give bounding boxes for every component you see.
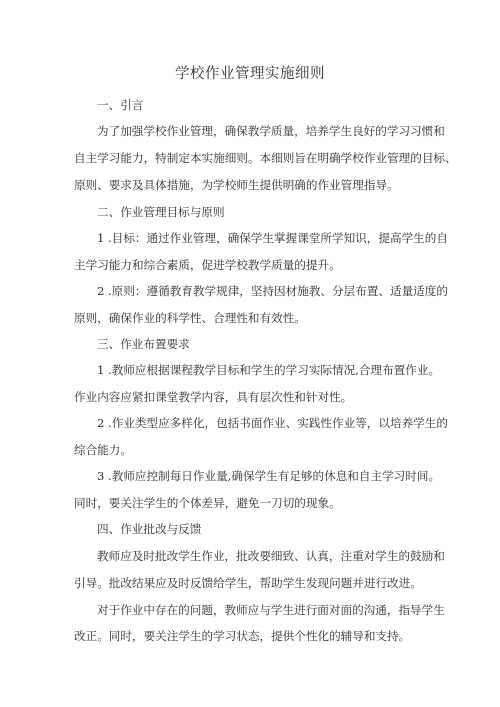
paragraph-line: 1 .目标：通过作业管理，确保学生掌握课堂所学知识，提高学生的自: [97, 231, 448, 245]
paragraph-line: 为了加强学校作业管理，确保教学质量，培养学生良好的学习习惯和: [97, 124, 445, 138]
paragraph-line: 作业内容应紧扣课堂教学内容，具有层次性和针对性。: [74, 390, 353, 404]
paragraph-line: 引导。批改结果应及时反馈给学生，帮助学生发现问题并进行改进。: [74, 576, 422, 590]
paragraph-line: 原则、要求及具体措施，为学校师生提供明确的作业管理指导。: [74, 178, 399, 192]
paragraph-line: 主学习能力和综合素质，促进学校教学质量的提升。: [74, 258, 341, 272]
paragraph-line: 综合能力。: [74, 443, 132, 457]
paragraph-line: 同时，要关注学生的个体差异，避免一刀切的现象。: [74, 496, 341, 510]
section-heading-introduction: 一、引言: [97, 98, 144, 112]
section-heading-assignment-requirements: 三、作业布置要求: [97, 337, 190, 351]
paragraph-line: 教师应及时批改学生作业，批改要细致、认真，注重对学生的鼓励和: [97, 549, 445, 563]
paragraph-line: 改正。同时，要关注学生的学习状态，提供个性化的辅导和支持。: [74, 629, 411, 643]
paragraph-line: 2 .作业类型应多样化，包括书面作业、实践性作业等，以培养学生的: [97, 416, 448, 430]
paragraph-line: 自主学习能力，特制定本实施细则。本细则旨在明确学校作业管理的目标、: [74, 151, 457, 165]
paragraph-line: 3 .教师应控制每日作业量,确保学生有足够的休息和自主学习时间。: [97, 469, 441, 483]
paragraph-line: 1 .教师应根据课程教学目标和学生的学习实际情况,合理布置作业。: [97, 363, 441, 377]
paragraph-line: 对于作业中存在的问题，教师应与学生进行面对面的沟通，指导学生: [97, 603, 445, 617]
document-title: 学校作业管理实施细则: [175, 66, 325, 82]
section-heading-grading-feedback: 四、作业批改与反馈: [97, 522, 202, 536]
paragraph-line: 原则，确保作业的科学性、合理性和有效性。: [74, 311, 306, 325]
section-heading-goals-principles: 二、作业管理目标与原则: [97, 205, 225, 219]
paragraph-line: 2 .原则：遵循教育教学规律，坚持因材施教、分层布置、适量适度的: [97, 284, 448, 298]
